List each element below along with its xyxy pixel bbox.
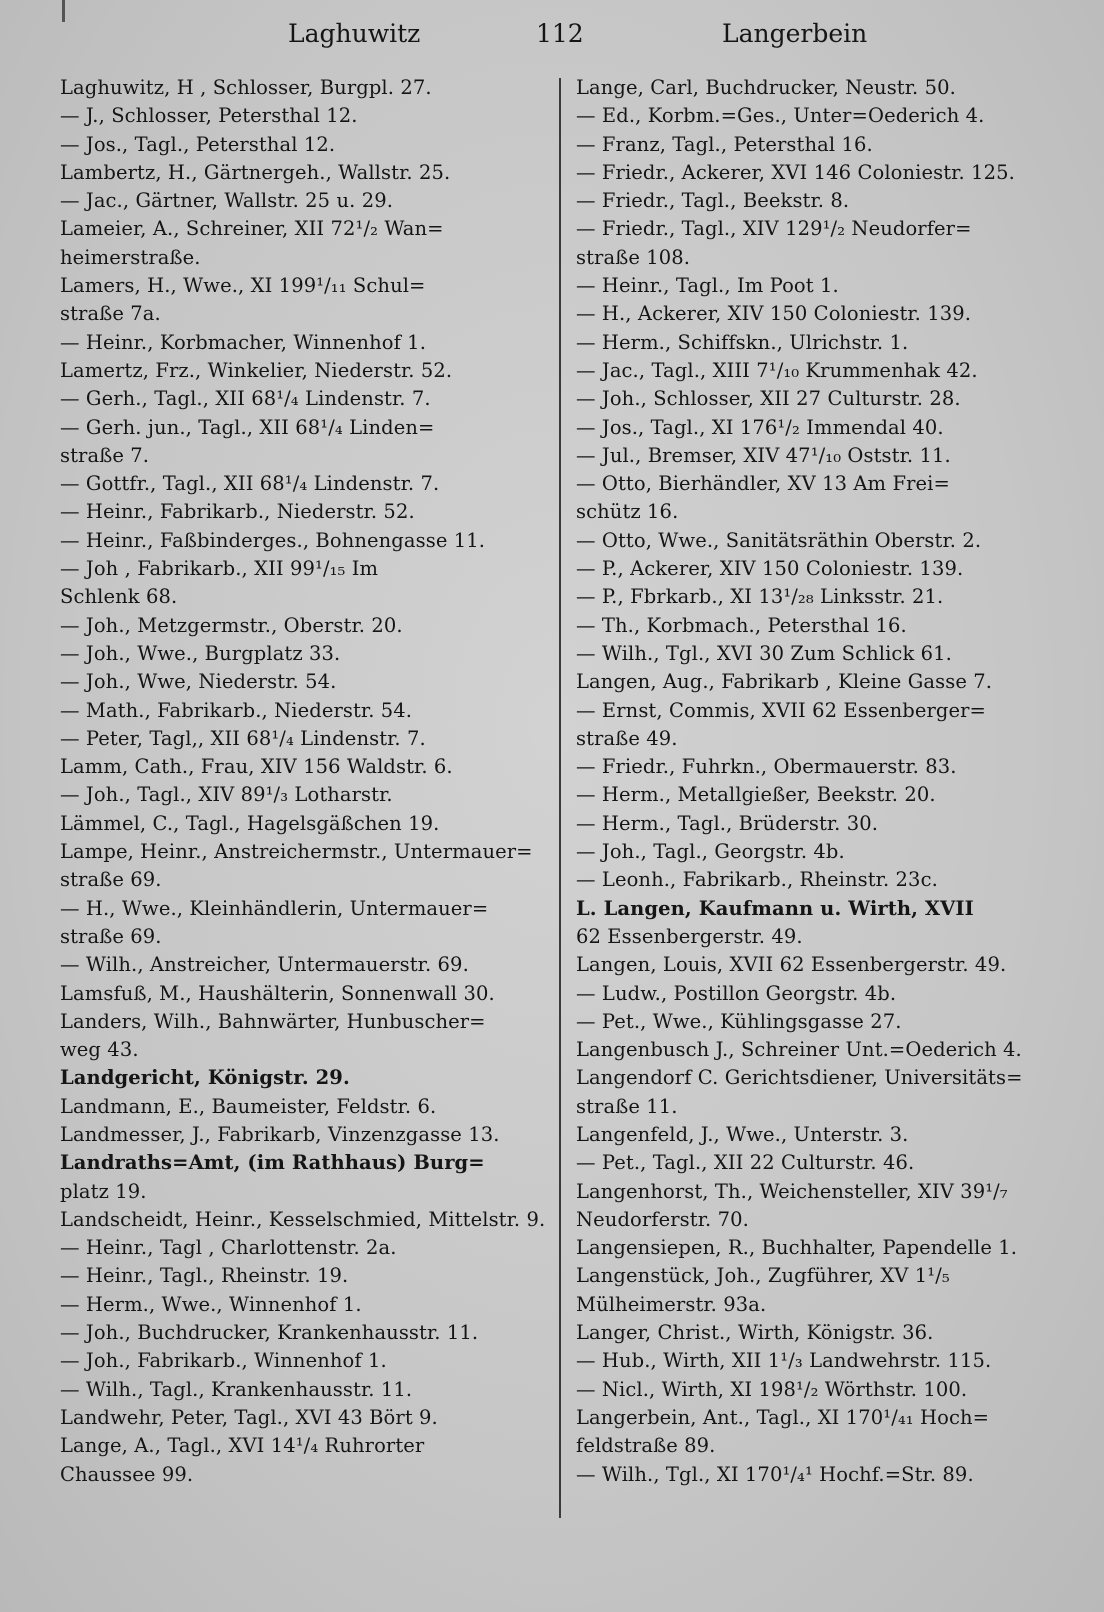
directory-entry-line: Langenhorst, Th., Weichensteller, XIV 39¹/₇: [576, 1179, 1008, 1203]
directory-entry-line: — H., Wwe., Kleinhändlerin, Untermauer=: [60, 896, 489, 920]
directory-entry-line: Landgericht, Königstr. 29.: [60, 1066, 350, 1090]
directory-entry-line: — Joh., Tagl., Georgstr. 4b.: [576, 840, 845, 864]
directory-entry-line: Lange, Carl, Buchdrucker, Neustr. 50.: [576, 76, 956, 99]
directory-entry-line: Lameier, A., Schreiner, XII 72¹/₂ Wan=: [60, 217, 444, 241]
column-divider: [559, 78, 561, 1518]
directory-entry-line: Langenfeld, J., Wwe., Unterstr. 3.: [576, 1122, 909, 1146]
directory-entry-line: — Gerh., Tagl., XII 68¹/₄ Lindenstr. 7.: [60, 387, 431, 411]
directory-entry-line: heimerstraße.: [60, 245, 201, 269]
directory-entry-line: Langensiepen, R., Buchhalter, Papendelle 1.: [576, 1236, 1018, 1260]
directory-entry-line: — Wilh., Anstreicher, Untermauerstr. 69.: [60, 953, 469, 977]
directory-entry-line: — Pet., Wwe., Kühlingsgasse 27.: [576, 1009, 902, 1033]
directory-entry-line: Landwehr, Peter, Tagl., XVI 43 Bört 9.: [60, 1405, 438, 1429]
directory-entry-line: — Math., Fabrikarb., Niederstr. 54.: [60, 698, 413, 722]
directory-entry-line: — Ernst, Commis, XVII 62 Essenberger=: [576, 698, 986, 722]
directory-entry-line: — Herm., Tagl., Brüderstr. 30.: [576, 811, 879, 835]
directory-entry-line: — Joh , Fabrikarb., XII 99¹/₁₅ Im: [60, 557, 379, 581]
directory-entry-line: — Joh., Wwe, Niederstr. 54.: [60, 670, 337, 694]
directory-entry-line: straße 11.: [576, 1094, 678, 1118]
directory-entry-line: — Joh., Wwe., Burgplatz 33.: [60, 641, 341, 665]
directory-entry-line: Landraths=Amt, (im Rathhaus) Burg=: [60, 1151, 485, 1175]
directory-entry-line: Langenbusch J., Schreiner Unt.=Oederich 4.: [576, 1038, 1022, 1062]
directory-entry-line: weg 43.: [60, 1038, 139, 1062]
directory-entry-line: — Jac., Tagl., XIII 7¹/₁₀ Krummenhak 42.: [576, 358, 978, 382]
directory-entry-line: Lamertz, Frz., Winkelier, Niederstr. 52.: [60, 358, 453, 382]
directory-entry-line: Neudorferstr. 70.: [576, 1207, 749, 1231]
directory-entry-line: Langer, Christ., Wirth, Königstr. 36.: [576, 1321, 934, 1345]
directory-entry-line: straße 49.: [576, 726, 678, 750]
directory-entry-line: — Nicl., Wirth, XI 198¹/₂ Wörthstr. 100.: [576, 1377, 968, 1401]
directory-entry-line: — Herm., Metallgießer, Beekstr. 20.: [576, 783, 936, 807]
directory-entry-line: — Gerh. jun., Tagl., XII 68¹/₄ Linden=: [60, 415, 435, 439]
directory-entry-line: — Wilh., Tgl., XVI 30 Zum Schlick 61.: [576, 641, 952, 665]
directory-entry-line: straße 69.: [60, 924, 162, 948]
directory-entry-line: Lampe, Heinr., Anstreichermstr., Untermauer=: [60, 840, 533, 864]
directory-entry-line: — Friedr., Tagl., Beekstr. 8.: [576, 189, 850, 213]
directory-entry-line: Mülheimerstr. 93a.: [576, 1292, 767, 1316]
directory-entry-line: — Heinr., Fabrikarb., Niederstr. 52.: [60, 500, 415, 524]
directory-entry-line: — Joh., Schlosser, XII 27 Culturstr. 28.: [576, 387, 961, 411]
running-head-left: Laghuwitz: [288, 19, 421, 48]
directory-entry-line: — Joh., Buchdrucker, Krankenhausstr. 11.: [60, 1321, 479, 1345]
directory-entry-line: — Wilh., Tagl., Krankenhausstr. 11.: [60, 1377, 413, 1401]
directory-entry-line: straße 7.: [60, 443, 150, 467]
directory-entry-line: — Wilh., Tgl., XI 170¹/₄¹ Hochf.=Str. 89.: [576, 1462, 974, 1486]
directory-entry-line: — Friedr., Ackerer, XVI 146 Coloniestr. 125.: [576, 160, 1015, 184]
directory-entry-line: Langenstück, Joh., Zugführer, XV 1¹/₅: [576, 1264, 950, 1288]
right-column: [576, 74, 1066, 1534]
directory-entry-line: Lambertz, H., Gärtnergeh., Wallstr. 25.: [60, 160, 451, 184]
page-number: 112: [536, 19, 584, 48]
directory-entry-line: Laghuwitz, H , Schlosser, Burgpl. 27.: [60, 76, 432, 99]
page-header: [0, 14, 1104, 54]
directory-entry-line: — Otto, Wwe., Sanitätsräthin Oberstr. 2.: [576, 528, 982, 552]
directory-entry-line: — H., Ackerer, XIV 150 Coloniestr. 139.: [576, 302, 972, 326]
directory-entry-line: — Heinr., Tagl., Rheinstr. 19.: [60, 1264, 349, 1288]
directory-entry-line: straße 7a.: [60, 302, 161, 326]
directory-entry-line: — Gottfr., Tagl., XII 68¹/₄ Lindenstr. 7.: [60, 472, 440, 496]
directory-entry-line: 62 Essenbergerstr. 49.: [576, 924, 803, 948]
directory-entry-line: — Otto, Bierhändler, XV 13 Am Frei=: [576, 472, 950, 496]
left-column: [60, 74, 554, 1534]
directory-entry-line: Langen, Louis, XVII 62 Essenbergerstr. 49.: [576, 953, 1007, 977]
directory-entry-line: Lamm, Cath., Frau, XIV 156 Waldstr. 6.: [60, 755, 453, 779]
directory-entry-line: Landmesser, J., Fabrikarb, Vinzenzgasse 13.: [60, 1122, 500, 1146]
directory-entry-line: Landers, Wilh., Bahnwärter, Hunbuscher=: [60, 1009, 486, 1033]
running-head-right: Langerbein: [722, 19, 868, 48]
directory-entry-line: — P., Fbrkarb., XI 13¹/₂₈ Linksstr. 21.: [576, 585, 944, 609]
directory-entry-line: — P., Ackerer, XIV 150 Coloniestr. 139.: [576, 557, 964, 581]
directory-entry-line: — Joh., Tagl., XIV 89¹/₃ Lotharstr.: [60, 783, 393, 807]
directory-entry-line: — Ludw., Postillon Georgstr. 4b.: [576, 981, 897, 1005]
directory-entry-line: L. Langen, Kaufmann u. Wirth, XVII: [576, 896, 974, 920]
directory-entry-line: Landmann, E., Baumeister, Feldstr. 6.: [60, 1094, 437, 1118]
directory-entry-line: straße 108.: [576, 245, 691, 269]
directory-entry-line: — Hub., Wirth, XII 1¹/₃ Landwehrstr. 115.: [576, 1349, 992, 1373]
directory-entry-line: — Joh., Fabrikarb., Winnenhof 1.: [60, 1349, 387, 1373]
directory-entry-line: Lange, A., Tagl., XVI 14¹/₄ Ruhrorter: [60, 1434, 425, 1458]
directory-entry-line: straße 69.: [60, 868, 162, 892]
directory-entry-line: — Joh., Metzgermstr., Oberstr. 20.: [60, 613, 403, 637]
directory-entry-line: — Herm., Wwe., Winnenhof 1.: [60, 1292, 362, 1316]
directory-entry-line: platz 19.: [60, 1179, 147, 1203]
directory-entry-line: — Leonh., Fabrikarb., Rheinstr. 23c.: [576, 868, 938, 892]
directory-entry-line: — Friedr., Fuhrkn., Obermauerstr. 83.: [576, 755, 957, 779]
directory-entry-line: Langerbein, Ant., Tagl., XI 170¹/₄₁ Hoch=: [576, 1405, 990, 1429]
directory-entry-line: Lamers, H., Wwe., XI 199¹/₁₁ Schul=: [60, 274, 426, 298]
directory-entry-line: — Jac., Gärtner, Wallstr. 25 u. 29.: [60, 189, 394, 213]
directory-entry-line: — Jos., Tagl., XI 176¹/₂ Immendal 40.: [576, 415, 944, 439]
directory-entry-line: Langendorf C. Gerichtsdiener, Universitäts=: [576, 1066, 1023, 1090]
directory-entry-line: — J., Schlosser, Petersthal 12.: [60, 104, 358, 128]
directory-entry-line: Langen, Aug., Fabrikarb , Kleine Gasse 7.: [576, 670, 993, 694]
directory-entry-line: — Heinr., Tagl., Im Poot 1.: [576, 274, 839, 298]
directory-entry-line: schütz 16.: [576, 500, 679, 524]
directory-entry-line: — Heinr., Faßbinderges., Bohnengasse 11.: [60, 528, 486, 552]
directory-entry-line: — Friedr., Tagl., XIV 129¹/₂ Neudorfer=: [576, 217, 972, 241]
directory-entry-line: Schlenk 68.: [60, 585, 178, 609]
directory-entry-line: — Jul., Bremser, XIV 47¹/₁₀ Oststr. 11.: [576, 443, 951, 467]
directory-entry-line: — Heinr., Tagl , Charlottenstr. 2a.: [60, 1236, 397, 1260]
directory-entry-line: feldstraße 89.: [576, 1434, 716, 1458]
directory-entry-line: — Heinr., Korbmacher, Winnenhof 1.: [60, 330, 426, 354]
directory-entry-line: — Pet., Tagl., XII 22 Culturstr. 46.: [576, 1151, 915, 1175]
directory-entry-line: Landscheidt, Heinr., Kesselschmied, Mittelstr. 9.: [60, 1207, 546, 1231]
directory-entry-line: Lamsfuß, M., Haushälterin, Sonnenwall 30.: [60, 981, 495, 1005]
directory-entry-line: — Jos., Tagl., Petersthal 12.: [60, 132, 336, 156]
directory-entry-line: — Peter, Tagl,, XII 68¹/₄ Lindenstr. 7.: [60, 726, 426, 750]
directory-entry-line: — Herm., Schiffskn., Ulrichstr. 1.: [576, 330, 909, 354]
directory-entry-line: — Franz, Tagl., Petersthal 16.: [576, 132, 873, 156]
directory-entry-line: — Th., Korbmach., Petersthal 16.: [576, 613, 907, 637]
directory-entry-line: Chaussee 99.: [60, 1462, 194, 1486]
directory-entry-line: — Ed., Korbm.=Ges., Unter=Oederich 4.: [576, 104, 985, 128]
directory-entry-line: Lämmel, C., Tagl., Hagelsgäßchen 19.: [60, 811, 440, 835]
